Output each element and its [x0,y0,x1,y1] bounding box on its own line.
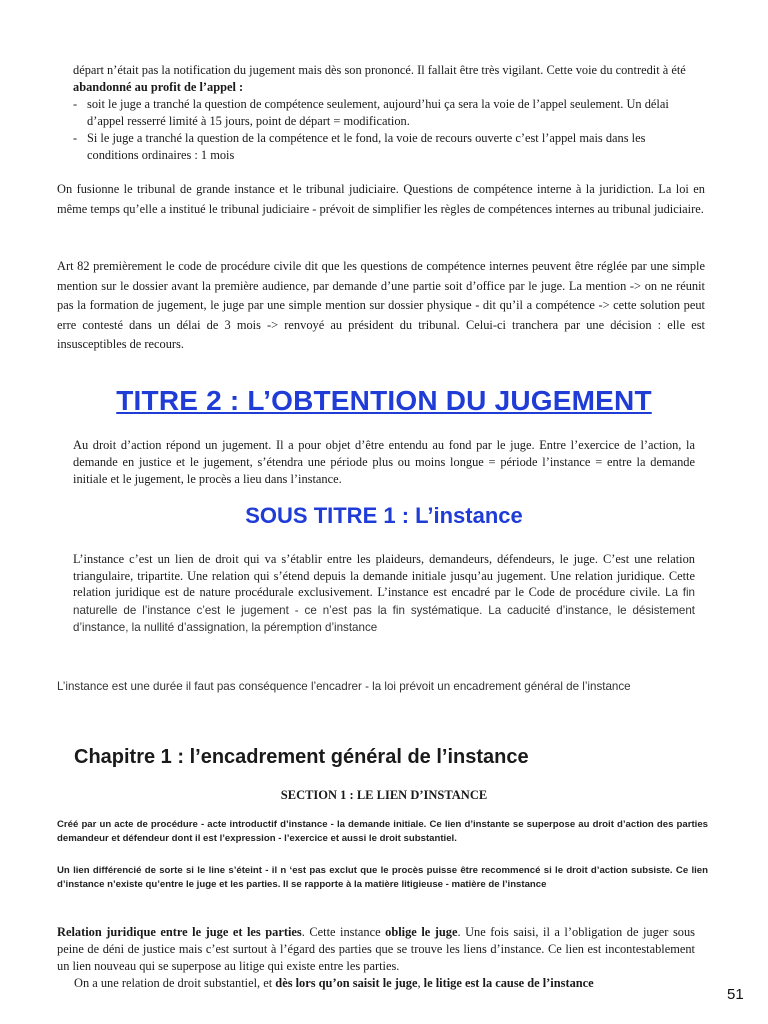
title-2-heading: TITRE 2 : L’OBTENTION DU JUGEMENT [116,385,652,416]
chapter-1-heading: Chapitre 1 : l’encadrement général de l’instance [74,746,529,768]
relation-juridique-paragraph: Relation juridique entre le juge et les parties. Cette instance oblige le juge. Une fois saisi, il a l’obligation de juger sous peine de déni de justice mais c’est surtout à l’égard des parties que se trouve les liens d’instance. Ce lien est incontestablement un lien nouveau qui se superpose au litige qui existe entre les parties. On a une relation de droit substantiel, et dès lors qu’on saisit le juge, le litige est la cause de l’instance [57,925,695,990]
list-item: - soit le juge a tranché la question de compétence seulement, aujourd’hui ça sera la voie de l’appel seulement. Un délai d’appel resserré limité à 15 jours, point de départ = modification. [73,97,669,128]
dash-bullet: - [73,131,78,145]
page-number: 51 [727,986,744,1003]
appeal-bullet-list [73,96,695,164]
droit-action-paragraph: Au droit d’action répond un jugement. Il a pour objet d’être entendu au fond par le juge. Entre l’exercice de l’action, la demande en justice et le jugement, s’étendra une période plus ou moins longue = période l’instance = entre la demande initiale et le jugement, le procès a lieu dans l’instance. [73,438,695,486]
lien-creation-paragraph: Créé par un acte de procédure - acte introductif d’instance - la demande initiale. Ce lien d’instante se superpose au droit d’action des parties demandeur et défendeur dont il est l’expression - l’exercice et aussi le droit substantiel. [57,819,708,844]
dash-bullet: - [73,97,78,111]
instance-duration-paragraph: L’instance est une durée il faut pas conséquence l’encadrer - la loi prévoit un encadrement général de l’instance [57,680,631,693]
continuation-paragraph [73,62,695,164]
section-1-heading: SECTION 1 : LE LIEN D’INSTANCE [280,788,488,802]
instance-definition-paragraph: L’instance c’est un lien de droit qui va s’établir entre les plaideurs, demandeurs, défendeurs, le juge. C’est une relation triangulaire, tripartite. Une relation qui s’étend depuis la demande initiale jusqu’au jugement. Une relation juridique. Cette relation juridique est de nature procédurale exclusivement. L’instance est encadré par le Code de procédure civile. La fin naturelle de l’instance c’est le jugement - ce n’est pas la fin systématique. La caducité d’instance, le désistement d’instance, la nullité d’assignation, la péremption d’instance [73,552,696,634]
lien-difference-paragraph: Un lien différencié de sorte si le line s’éteint - il n ‘est pas exclut que le procès puisse être recommencé si le droit d’action subsiste. Ce lien d’instance n’existe qu’entre le juge et les parties. Il se rapporte à la matière litigieuse - matière de l’instance [57,865,708,890]
contredit-text: départ n’était pas la notification du jugement mais dès son prononcé. Il fallait être très vigilant. Cette voie du contredit à été abandonné au profit de l’appel : [73,63,686,94]
tribunal-fusion-paragraph: On fusionne le tribunal de grande instance et le tribunal judiciaire. Questions de compétence interne à la juridiction. La loi en même temps qu’elle a institué le tribunal judiciaire - prévoit de simplifier les règles de compétences internes au tribunal judiciaire. [57,182,705,216]
subtitle-1-heading: SOUS TITRE 1 : L’instance [245,503,523,528]
art-82-paragraph: Art 82 premièrement le code de procédure civile dit que les questions de compétence internes peuvent être réglée par une simple mention sur le dossier avant la première audience, par demande d’une partie soit d’office par le juge. La mention -> on ne réunit pas la formation de jugement, le juge par une simple mention sur dossier physique - dit qu’il a compétence -> cette solution peut erre contesté dans un délai de 3 mois -> renvoyé au président du tribunal. Celui-ci tranchera par une décision : elle est insusceptibles de recours. [57,259,705,351]
contredit-bold: abandonné au profit de l’appel : [73,80,244,94]
list-item: - Si le juge a tranché la question de la compétence et le fond, la voie de recours ouverte c’est l’appel mais dans les conditions ordinaires : 1 mois [73,131,646,162]
